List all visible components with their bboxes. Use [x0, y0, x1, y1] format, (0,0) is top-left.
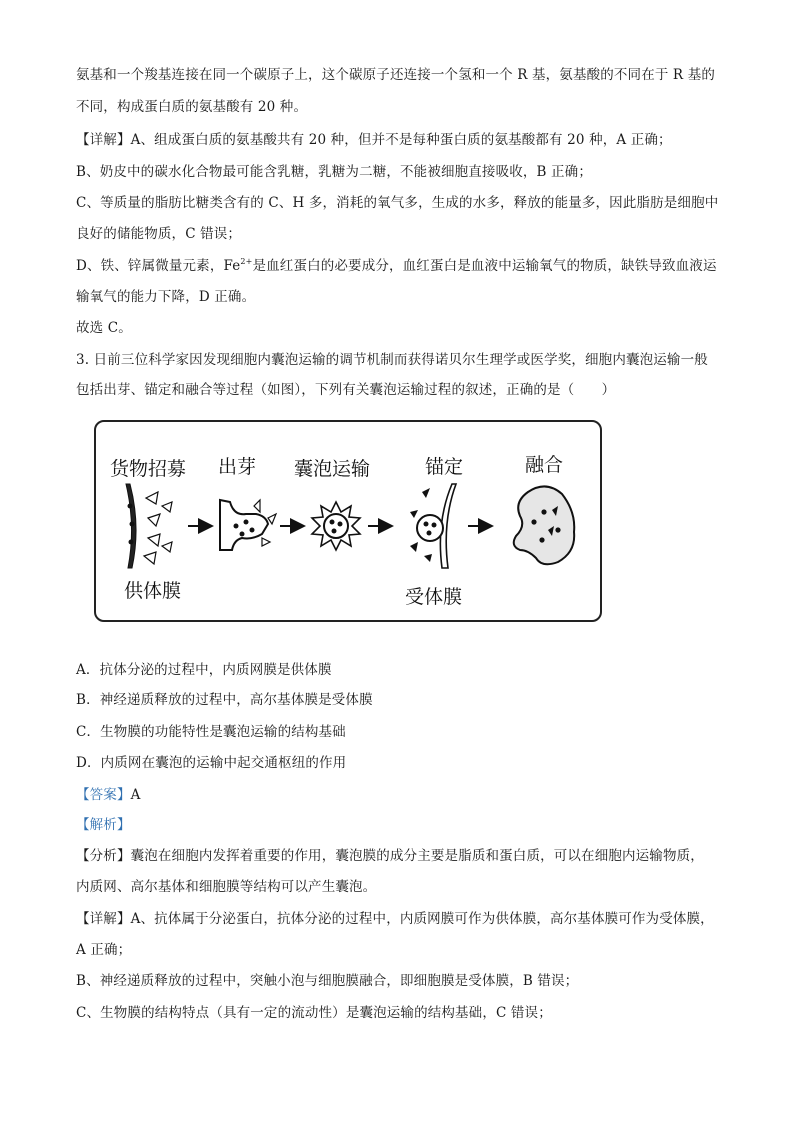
option-a: A．抗体分泌的过程中，内质网膜是供体膜: [76, 662, 332, 678]
analysis-detail-c: C、生物膜的结构特点（具有一定的流动性）是囊泡运输的结构基础，C 错误；: [76, 1005, 552, 1021]
analysis-detail-b: B、神经递质释放的过程中，突触小泡与细胞膜融合，即细胞膜是受体膜，B 错误；: [76, 973, 579, 989]
tethering-shape: [410, 484, 456, 568]
analysis-label: 【解析】: [76, 817, 131, 833]
analysis-fenxi-line2: 内质网、高尔基体和细胞膜等结构可以产生囊泡。: [76, 879, 377, 895]
fusion-shape: [514, 486, 575, 564]
detail-c-line2: 良好的储能物质，C 错误；: [76, 226, 242, 242]
stage-label-cargo-recruitment: 货物招募: [110, 458, 187, 480]
stage-label-tethering: 锚定: [425, 456, 464, 478]
analysis-detail-a-line1: 【详解】A、抗体属于分泌蛋白，抗体分泌的过程中，内质网膜可作为供体膜，高尔基体膜可作为受体膜，: [76, 911, 714, 927]
option-c: C．生物膜的功能特性是囊泡运输的结构基础: [76, 724, 346, 740]
vesicle-transport-figure: [94, 420, 602, 622]
budding-shape: [220, 500, 276, 550]
paragraph-line: 氨基和一个羧基连接在同一个碳原子上，这个碳原子还连接一个氢和一个 R 基，氨基酸的不同在于 R 基的: [76, 67, 715, 83]
answer-label: 【答案】: [76, 787, 131, 803]
detail-d-line1: [76, 257, 726, 275]
detail-a: 【详解】A、组成蛋白质的氨基酸共有 20 种，但并不是每种蛋白质的氨基酸都有 20 种，A 正确；: [76, 132, 672, 148]
option-b: B．神经递质释放的过程中，高尔基体膜是受体膜: [76, 692, 373, 708]
detail-d-pre: D、铁、锌属微量元素，Fe: [76, 258, 241, 274]
conclusion: 故选 C。: [76, 320, 132, 336]
stage-label-budding: 出芽: [218, 456, 257, 478]
iron-charge-superscript: 2+: [240, 257, 253, 266]
stage-label-vesicle-transport: 囊泡运输: [294, 458, 371, 480]
acceptor-membrane-label: 受体膜: [405, 586, 463, 608]
detail-d-post: 是血红蛋白的必要成分，血红蛋白是血液中运输氧气的物质，缺铁导致血液运: [252, 258, 717, 274]
stage-label-fusion: 融合: [525, 454, 564, 476]
question-stem-line1: 3. 日前三位科学家因发现细胞内囊泡运输的调节机制而获得诺贝尔生理学或医学奖，细胞内囊泡运输一般: [76, 352, 708, 368]
detail-c-line1: C、等质量的脂肪比糖类含有的 C、H 多，消耗的氧气多，生成的水多，释放的能量多，因此脂肪是细胞中: [76, 195, 719, 211]
analysis-fenxi-line1: 【分析】囊泡在细胞内发挥着重要的作用，囊泡膜的成分主要是脂质和蛋白质，可以在细胞内运输物质，: [76, 848, 704, 864]
paragraph-line: 不同，构成蛋白质的氨基酸有 20 种。: [76, 99, 308, 115]
analysis-detail-a-line2: A 正确；: [76, 942, 132, 958]
detail-d-line2: 输氧气的能力下降，D 正确。: [76, 289, 256, 305]
detail-b: B、奶皮中的碳水化合物最可能含乳糖，乳糖为二糖，不能被细胞直接吸收，B 正确；: [76, 164, 592, 180]
vesicle-diagram-drawing: [96, 422, 600, 620]
answer-value: A: [130, 787, 141, 803]
donor-membrane-shape: [126, 484, 172, 568]
option-d: D．内质网在囊泡的运输中起交通枢纽的作用: [76, 755, 347, 771]
vesicle-shape: [312, 502, 360, 550]
question-stem-line2: 包括出芽、锚定和融合等过程（如图），下列有关囊泡运输过程的叙述，正确的是（ ）: [76, 382, 616, 398]
answer-line: [76, 786, 726, 804]
donor-membrane-label: 供体膜: [124, 580, 182, 602]
